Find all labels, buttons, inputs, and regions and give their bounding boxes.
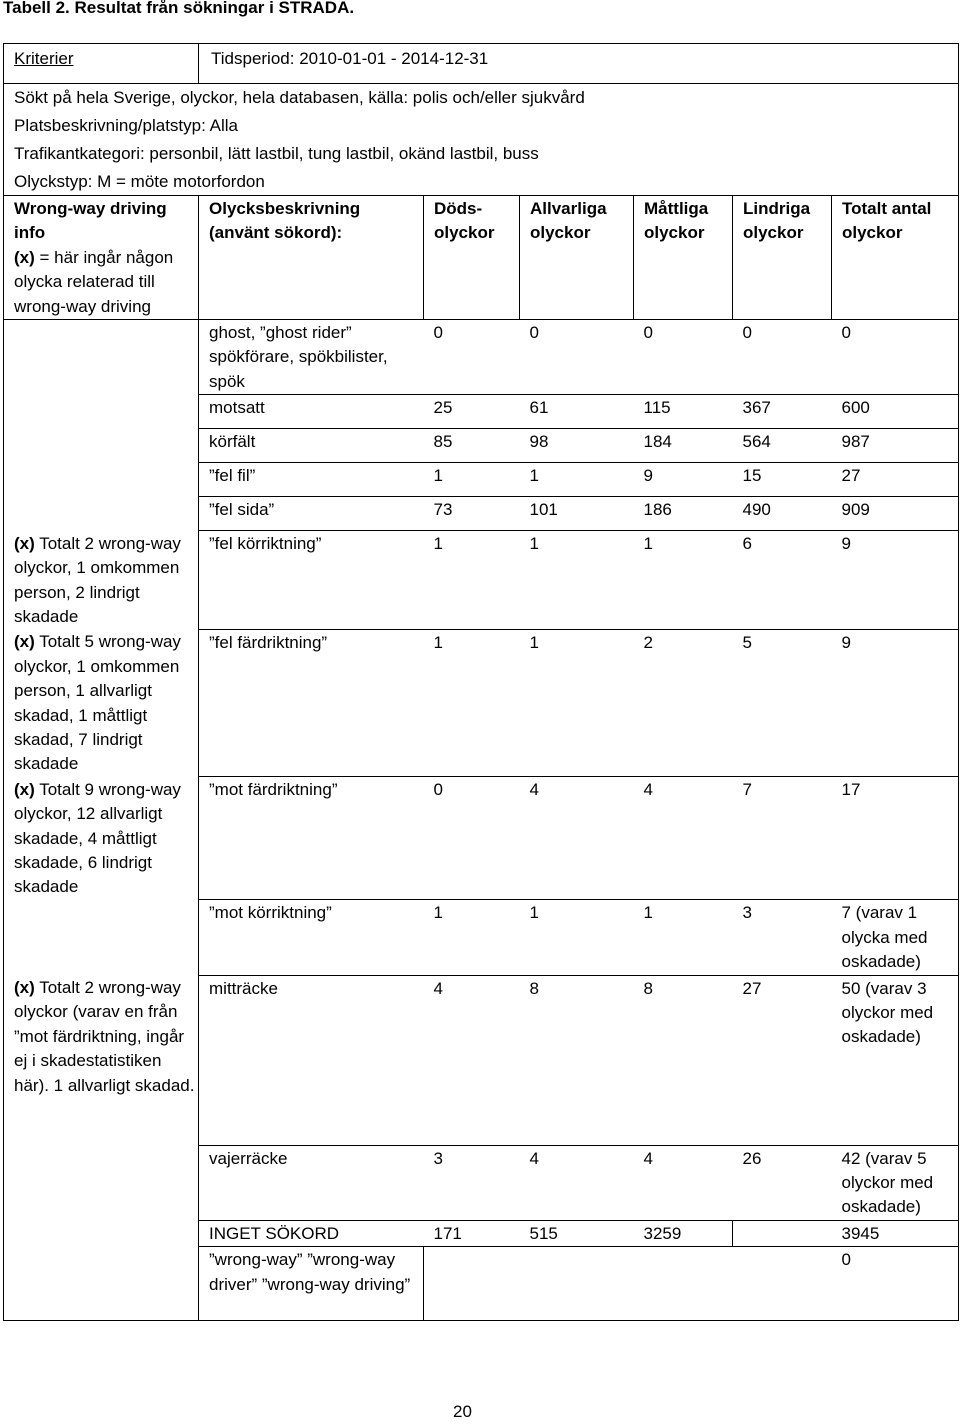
desc-cell: vajerräcke — [199, 1145, 424, 1220]
criteria-line: Sökt på hela Sverige, olyckor, hela databasen, källa: polis och/eller sjukvård — [4, 84, 959, 112]
totalt-cell: 9 — [832, 531, 959, 630]
desc-cell: motsatt — [199, 395, 424, 429]
header-row-criteria — [4, 44, 959, 84]
header-lindriga: Lindriga olyckor — [733, 196, 832, 320]
dods-cell: 4 — [424, 975, 520, 1145]
totalt-cell: 42 (varav 5 olyckor med oskadade) — [832, 1145, 959, 1220]
mattliga-cell: 4 — [634, 1145, 733, 1220]
totalt-cell: 987 — [832, 429, 959, 463]
lindriga-cell: 27 — [733, 975, 832, 1145]
dods-cell: 171 — [424, 1220, 520, 1246]
dods-cell: 1 — [424, 463, 520, 497]
info-cell — [4, 497, 199, 531]
desc-cell: ”wrong-way” ”wrong-way driver” ”wrong-way driving” — [199, 1247, 424, 1321]
allvarliga-cell: 4 — [520, 777, 634, 900]
info-cell — [4, 900, 199, 975]
allvarliga-cell: 8 — [520, 975, 634, 1145]
table-row — [4, 429, 959, 463]
table-row — [4, 463, 959, 497]
criteria-line: Olyckstyp: M = möte motorfordon — [4, 168, 959, 196]
header-info — [4, 196, 199, 320]
info-cell — [4, 1247, 199, 1321]
totalt-cell: 17 — [832, 777, 959, 900]
info-cell — [4, 429, 199, 463]
info-marker: (x) — [14, 632, 35, 652]
mattliga-cell: 1 — [634, 531, 733, 630]
table-row — [4, 900, 959, 975]
criteria-line: Platsbeskrivning/platstyp: Alla — [4, 112, 959, 140]
allvarliga-cell: 515 — [520, 1220, 634, 1246]
totalt-cell: 0 — [832, 1247, 959, 1321]
totalt-cell: 27 — [832, 463, 959, 497]
info-cell — [4, 1220, 199, 1246]
lindriga-cell: 6 — [733, 531, 832, 630]
desc-cell: ghost, ”ghost rider” spökförare, spökbilister, spök — [199, 320, 424, 395]
lindriga-cell: 15 — [733, 463, 832, 497]
info-text: Totalt 2 wrong-way olyckor, 1 omkommen person, 2 lindrigt skadade — [14, 533, 181, 626]
info-text: Totalt 2 wrong-way olyckor (varav en från ”mot färdriktning, ingår ej i skadestatistiken här). 1 allvarligt skadad. — [14, 978, 195, 1095]
desc-cell: körfält — [199, 429, 424, 463]
desc-cell: mitträcke — [199, 975, 424, 1145]
mattliga-cell: 3259 — [634, 1220, 733, 1246]
info-text: Totalt 5 wrong-way olyckor, 1 omkommen person, 1 allvarligt skadad, 1 måttligt skadad, 7 lindrigt skadade — [14, 632, 181, 774]
totalt-cell: 3945 — [832, 1220, 959, 1246]
totalt-cell: 909 — [832, 497, 959, 531]
mattliga-cell: 184 — [634, 429, 733, 463]
lindriga-cell — [733, 1247, 832, 1321]
mattliga-cell: 2 — [634, 629, 733, 776]
header-allvarliga: Allvarliga olyckor — [520, 196, 634, 320]
table-row — [4, 497, 959, 531]
table-row — [4, 1220, 959, 1246]
desc-cell: ”fel sida” — [199, 497, 424, 531]
table-row — [4, 777, 959, 900]
results-table — [3, 43, 959, 1321]
info-marker: (x) — [14, 978, 35, 998]
table-row — [4, 1247, 959, 1321]
info-cell — [4, 320, 199, 395]
allvarliga-cell: 1 — [520, 463, 634, 497]
totalt-cell: 9 — [832, 629, 959, 776]
lindriga-cell: 367 — [733, 395, 832, 429]
period-cell: Tidsperiod: 2010-01-01 - 2014-12-31 — [199, 44, 959, 84]
header-info-x: (x) — [14, 247, 35, 267]
allvarliga-cell: 1 — [520, 629, 634, 776]
info-marker: (x) — [14, 533, 35, 553]
info-cell — [4, 463, 199, 497]
desc-cell: INGET SÖKORD — [199, 1220, 424, 1246]
lindriga-cell: 490 — [733, 497, 832, 531]
mattliga-cell: 9 — [634, 463, 733, 497]
totalt-cell: 600 — [832, 395, 959, 429]
dods-cell: 1 — [424, 629, 520, 776]
header-totalt: Totalt antal olyckor — [832, 196, 959, 320]
desc-cell: ”fel körriktning” — [199, 531, 424, 630]
mattliga-cell: 186 — [634, 497, 733, 531]
allvarliga-cell: 1 — [520, 900, 634, 975]
column-header-row — [4, 196, 959, 320]
header-desc: Olycksbeskrivning (använt sökord): — [199, 196, 424, 320]
mattliga-cell: 8 — [634, 975, 733, 1145]
allvarliga-cell: 61 — [520, 395, 634, 429]
dods-cell: 73 — [424, 497, 520, 531]
allvarliga-cell — [520, 1247, 634, 1321]
header-info-rest: = här ingår någon olycka relaterad till wrong-way driving — [14, 247, 174, 316]
mattliga-cell: 4 — [634, 777, 733, 900]
mattliga-cell: 1 — [634, 900, 733, 975]
table-row — [4, 975, 959, 1145]
lindriga-cell: 5 — [733, 629, 832, 776]
dods-cell — [424, 1247, 520, 1321]
dods-cell: 1 — [424, 900, 520, 975]
dods-cell: 0 — [424, 320, 520, 395]
table-caption: Tabell 2. Resultat från sökningar i STRADA. — [3, 0, 355, 17]
lindriga-cell: 3 — [733, 900, 832, 975]
table-row — [4, 531, 959, 630]
desc-cell: ”mot färdriktning” — [199, 777, 424, 900]
page-number: 20 — [453, 1402, 472, 1421]
info-marker: (x) — [14, 779, 35, 799]
info-cell — [4, 531, 199, 630]
dods-cell: 25 — [424, 395, 520, 429]
totalt-cell: 7 (varav 1 olycka med oskadade) — [832, 900, 959, 975]
desc-cell: ”fel färdriktning” — [199, 629, 424, 776]
criteria-line: Trafikantkategori: personbil, lätt lastbil, tung lastbil, okänd lastbil, buss — [4, 140, 959, 168]
info-text: Totalt 9 wrong-way olyckor, 12 allvarligt skadade, 4 måttligt skadade, 6 lindrigt skadade — [14, 779, 181, 897]
dods-cell: 3 — [424, 1145, 520, 1220]
criteria-label: Kriterier — [4, 44, 199, 84]
dods-cell: 0 — [424, 777, 520, 900]
header-mattliga: Måttliga olyckor — [634, 196, 733, 320]
dods-cell: 85 — [424, 429, 520, 463]
allvarliga-cell: 98 — [520, 429, 634, 463]
info-cell — [4, 1145, 199, 1220]
info-cell — [4, 395, 199, 429]
table-row — [4, 395, 959, 429]
lindriga-cell: 7 — [733, 777, 832, 900]
table-row — [4, 1145, 959, 1220]
table-row — [4, 320, 959, 395]
lindriga-cell — [733, 1220, 832, 1246]
mattliga-cell — [634, 1247, 733, 1321]
header-dods: Döds-olyckor — [424, 196, 520, 320]
desc-cell: ”mot körriktning” — [199, 900, 424, 975]
totalt-cell: 0 — [832, 320, 959, 395]
lindriga-cell: 564 — [733, 429, 832, 463]
table-row — [4, 629, 959, 776]
allvarliga-cell: 4 — [520, 1145, 634, 1220]
totalt-cell: 50 (varav 3 olyckor med oskadade) — [832, 975, 959, 1145]
mattliga-cell: 0 — [634, 320, 733, 395]
allvarliga-cell: 101 — [520, 497, 634, 531]
desc-cell: ”fel fil” — [199, 463, 424, 497]
allvarliga-cell: 1 — [520, 531, 634, 630]
info-cell — [4, 777, 199, 900]
lindriga-cell: 26 — [733, 1145, 832, 1220]
allvarliga-cell: 0 — [520, 320, 634, 395]
info-cell — [4, 975, 199, 1145]
dods-cell: 1 — [424, 531, 520, 630]
mattliga-cell: 115 — [634, 395, 733, 429]
lindriga-cell: 0 — [733, 320, 832, 395]
info-cell — [4, 629, 199, 776]
header-info-title: Wrong-way driving info — [14, 199, 167, 243]
